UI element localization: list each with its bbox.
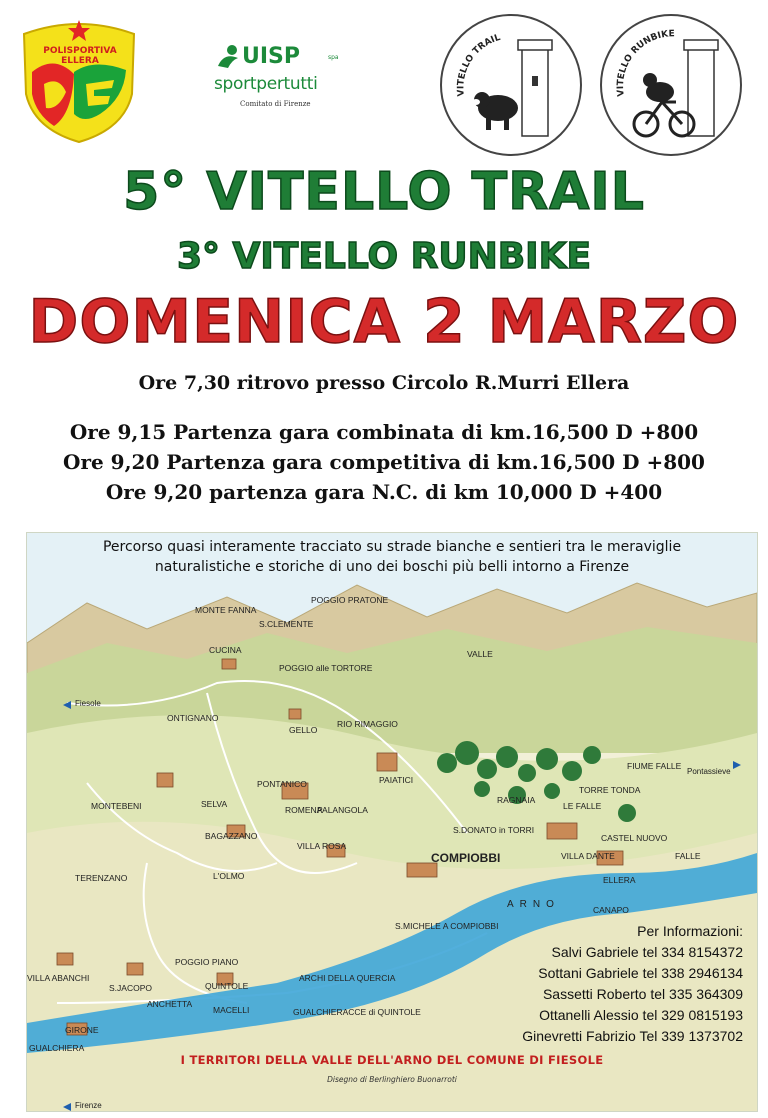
trail-badge-text: VITELLO TRAIL (456, 32, 502, 97)
uisp-title: UISP (242, 44, 301, 69)
place-bagazzano: BAGAZZANO (205, 831, 258, 841)
route-map (26, 532, 758, 1112)
contact-line: Ottanelli Alessio tel 329 0815193 (539, 1007, 743, 1023)
race-non-competitive: Ore 9,20 partenza gara N.C. di km 10,000 D +400 (105, 480, 663, 504)
place-gualchieracce: GUALCHIERACCE di QUINTOLE (293, 1007, 421, 1017)
place-torre-tonda: TORRE TONDA (579, 785, 641, 795)
map-footer-title: I TERRITORI DELLA VALLE DELL'ARNO DEL COMUNE DI FIESOLE (180, 1053, 604, 1067)
place-le-falle: LE FALLE (563, 801, 602, 811)
place-girone: GIRONE (65, 1025, 99, 1035)
place-castel-nuovo: CASTEL NUOVO (601, 833, 668, 843)
contact-line: Sottani Gabriele tel 338 2946134 (538, 965, 743, 981)
place-s-donato-torri: S.DONATO in TORRI (453, 825, 535, 835)
place-villa-rosa: VILLA ROSA (297, 841, 347, 851)
uisp-spa: spa (328, 54, 339, 61)
title-vitello-runbike: 3° VITELLO RUNBIKE (176, 236, 592, 277)
polisportiva-logo-text: POLISPORTIVA ELLERA (43, 46, 117, 66)
place-palangola: PALANGOLA (317, 805, 368, 815)
uisp-figure-icon (214, 44, 242, 70)
contact-heading: Per Informazioni: (637, 923, 743, 939)
contact-line: Salvi Gabriele tel 334 8154372 (551, 944, 743, 960)
uisp-logo (200, 40, 350, 120)
map-description-line2: naturalistiche e storiche di uno dei boschi più belli intorno a Firenze (154, 559, 630, 575)
place-monte-fanna: MONTE FANNA (195, 605, 257, 615)
place-gello: GELLO (289, 725, 318, 735)
place-ontignano: ONTIGNANO (167, 713, 219, 723)
place-pontanico: PONTANICO (257, 779, 307, 789)
title-date: DOMENICA 2 MARZO (28, 287, 740, 357)
place-terenzano: TERENZANO (75, 873, 128, 883)
shield-icon (14, 14, 144, 144)
place-s-clemente: S.CLEMENTE (259, 619, 314, 629)
place-ragnaia: RAGNAIA (497, 795, 536, 805)
place-valle: VALLE (467, 649, 493, 659)
place-cucina: CUCINA (209, 645, 242, 655)
place-montebeni: MONTEBENI (91, 801, 142, 811)
place-compiobbi: COMPIOBBI (431, 851, 501, 865)
map-description-line1: Percorso quasi interamente tracciato su strade bianche e sentieri tra le meraviglie (102, 539, 682, 555)
race-competitive: Ore 9,20 Partenza gara competitiva di km.16,500 D +800 (63, 450, 705, 474)
calf-bike-icon (602, 16, 740, 154)
place-anchetta: ANCHETTA (147, 999, 193, 1009)
place-villa-abanchi: VILLA ABANCHI (27, 973, 90, 983)
direction-fiesole: Fiesole (75, 699, 101, 708)
place-romena: ROMENA (285, 805, 323, 815)
uisp-sportpertutti: sportpertutti (214, 74, 318, 94)
place-arno: ARNO (507, 899, 560, 910)
place-paiatici: PAIATICI (379, 775, 414, 785)
vitello-trail-badge (440, 14, 582, 156)
place-fiume-falle: FIUME FALLE (627, 761, 682, 771)
place-poggio-tortore: POGGIO alle TORTORE (279, 663, 373, 673)
map-footer-credit: Disegno di Berlinghiero Buonarroti (327, 1075, 457, 1084)
place-selva: SELVA (201, 799, 228, 809)
contact-info (522, 921, 743, 1047)
place-rio-rimaggio: RIO RIMAGGIO (337, 719, 398, 729)
direction-firenze: Firenze (75, 1101, 102, 1110)
meeting-time: Ore 7,30 ritrovo presso Circolo R.Murri Ellera (138, 372, 630, 394)
place-gualchiera: GUALCHIERA (29, 1043, 85, 1053)
place-poggio-pratone: POGGIO PRATONE (311, 595, 389, 605)
place-s-jacopo: S.JACOPO (109, 983, 152, 993)
place-villa-dante: VILLA DANTE (561, 851, 615, 861)
calf-tower-icon (442, 16, 580, 154)
place-macelli: MACELLI (213, 1005, 250, 1015)
place-lolmo: L'OLMO (213, 871, 245, 881)
place-quintole: QUINTOLE (205, 981, 249, 991)
place-s-michele: S.MICHELE A COMPIOBBI (395, 921, 499, 931)
place-archi-quercia: ARCHI DELLA QUERCIA (299, 973, 396, 983)
runbike-badge-text: VITELLO RUNBIKE (615, 29, 675, 97)
svg-text:VITELLO TRAIL (456, 33, 502, 97)
title-vitello-trail: 5° VITELLO TRAIL (123, 162, 645, 222)
uisp-comitato: Comitato di Firenze (240, 100, 311, 108)
contact-line: Ginevretti Fabrizio Tel 339 1373702 (522, 1028, 743, 1044)
vitello-runbike-badge (600, 14, 742, 156)
place-poggio-piano: POGGIO PIANO (175, 957, 239, 967)
direction-pontassieve: Pontassieve (687, 767, 731, 776)
place-falle: FALLE (675, 851, 701, 861)
map-description (27, 537, 757, 577)
contact-line: Sassetti Roberto tel 335 364309 (542, 986, 743, 1002)
polisportiva-ellera-logo (14, 14, 144, 144)
race-combined: Ore 9,15 Partenza gara combinata di km.16,500 D +800 (69, 420, 699, 444)
place-ellera: ELLERA (603, 875, 636, 885)
place-canapo: CANAPO (593, 905, 629, 915)
